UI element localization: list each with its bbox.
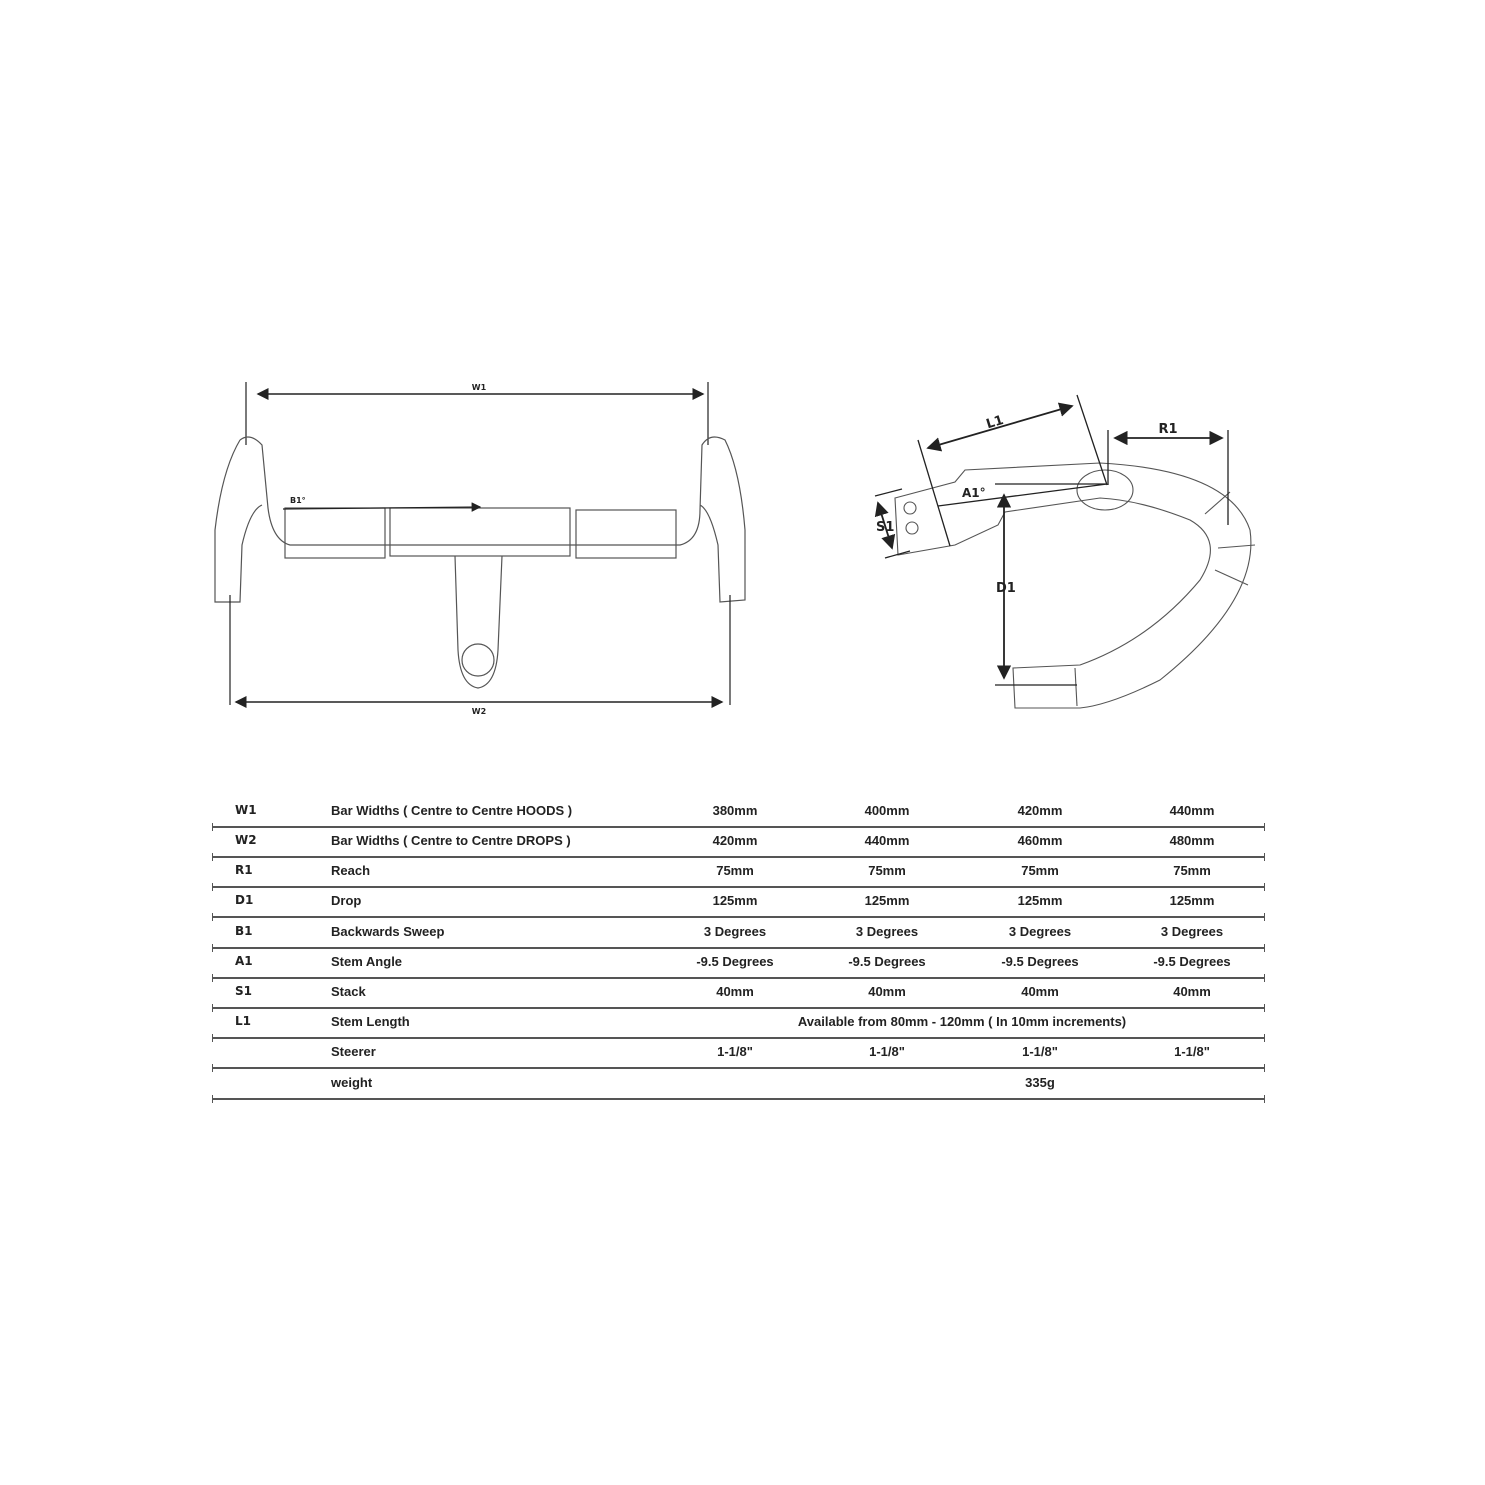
row-label: Bar Widths ( Centre to Centre DROPS ) <box>331 833 571 848</box>
row-code: R1 <box>235 863 253 877</box>
r1-label: R1 <box>1158 422 1178 437</box>
d1-label: D1 <box>996 581 1016 596</box>
row-label: weight <box>331 1075 373 1090</box>
row-value: -9.5 Degrees <box>848 954 926 969</box>
w2-label: W2 <box>471 707 487 716</box>
row-value: 125mm <box>712 893 758 908</box>
row-label: Stem Length <box>331 1014 410 1029</box>
w1-label: W1 <box>471 383 487 392</box>
table-row <box>212 917 1265 949</box>
row-value: 3 Degrees <box>855 924 919 939</box>
table-row <box>212 1068 1265 1100</box>
row-value-span: 335g <box>1025 1075 1055 1090</box>
table-row <box>212 796 1265 828</box>
row-code: W2 <box>235 833 257 847</box>
row-value: 380mm <box>712 803 758 818</box>
row-value: -9.5 Degrees <box>1001 954 1079 969</box>
front-view <box>215 382 745 705</box>
row-label: Drop <box>331 893 362 908</box>
l1-label: L1 <box>984 412 1006 433</box>
row-value: -9.5 Degrees <box>1153 954 1231 969</box>
table-row <box>212 826 1265 858</box>
row-value: 1-1/8" <box>717 1044 753 1059</box>
row-value: 75mm <box>716 863 754 878</box>
side-view <box>895 463 1255 708</box>
row-label: Backwards Sweep <box>331 924 445 939</box>
b1-label: B1° <box>290 496 306 505</box>
row-value: 1-1/8" <box>869 1044 905 1059</box>
row-code: A1 <box>235 954 253 968</box>
row-value: 75mm <box>1173 863 1211 878</box>
row-label: Bar Widths ( Centre to Centre HOODS ) <box>331 803 573 818</box>
row-value: 420mm <box>1017 803 1063 818</box>
row-label: Reach <box>331 863 371 878</box>
table-row <box>212 1037 1265 1069</box>
row-value: 40mm <box>1173 984 1211 999</box>
row-value: 75mm <box>1021 863 1059 878</box>
row-value: 400mm <box>864 803 910 818</box>
row-value: 125mm <box>1017 893 1063 908</box>
table-row <box>212 856 1265 888</box>
row-value: 440mm <box>1169 803 1215 818</box>
table-row <box>212 977 1265 1009</box>
row-label: Steerer <box>331 1044 376 1059</box>
row-value: 40mm <box>716 984 754 999</box>
table-row <box>212 886 1265 918</box>
row-value: 420mm <box>712 833 758 848</box>
row-code: S1 <box>235 984 252 998</box>
row-value: 1-1/8" <box>1022 1044 1058 1059</box>
s1-label: S1 <box>876 520 895 535</box>
row-code: B1 <box>235 924 253 938</box>
row-value: 75mm <box>868 863 906 878</box>
row-label: Stem Angle <box>331 954 403 969</box>
row-value: 3 Degrees <box>703 924 767 939</box>
row-value: 40mm <box>868 984 906 999</box>
row-code: L1 <box>235 1014 251 1028</box>
row-value: 460mm <box>1017 833 1063 848</box>
a1-label: A1° <box>962 486 986 500</box>
row-value: 440mm <box>864 833 910 848</box>
row-value: 125mm <box>864 893 910 908</box>
row-code: D1 <box>235 893 254 907</box>
row-value: 3 Degrees <box>1160 924 1224 939</box>
row-value: 125mm <box>1169 893 1215 908</box>
row-value: 480mm <box>1169 833 1215 848</box>
table-row <box>212 947 1265 979</box>
row-value-span: Available from 80mm - 120mm ( In 10mm increments) <box>797 1014 1127 1029</box>
row-code: W1 <box>235 803 257 817</box>
row-value: 40mm <box>1021 984 1059 999</box>
row-label: Stack <box>331 984 366 999</box>
row-value: -9.5 Degrees <box>696 954 774 969</box>
table-row <box>212 1007 1265 1039</box>
row-value: 3 Degrees <box>1008 924 1072 939</box>
row-value: 1-1/8" <box>1174 1044 1210 1059</box>
